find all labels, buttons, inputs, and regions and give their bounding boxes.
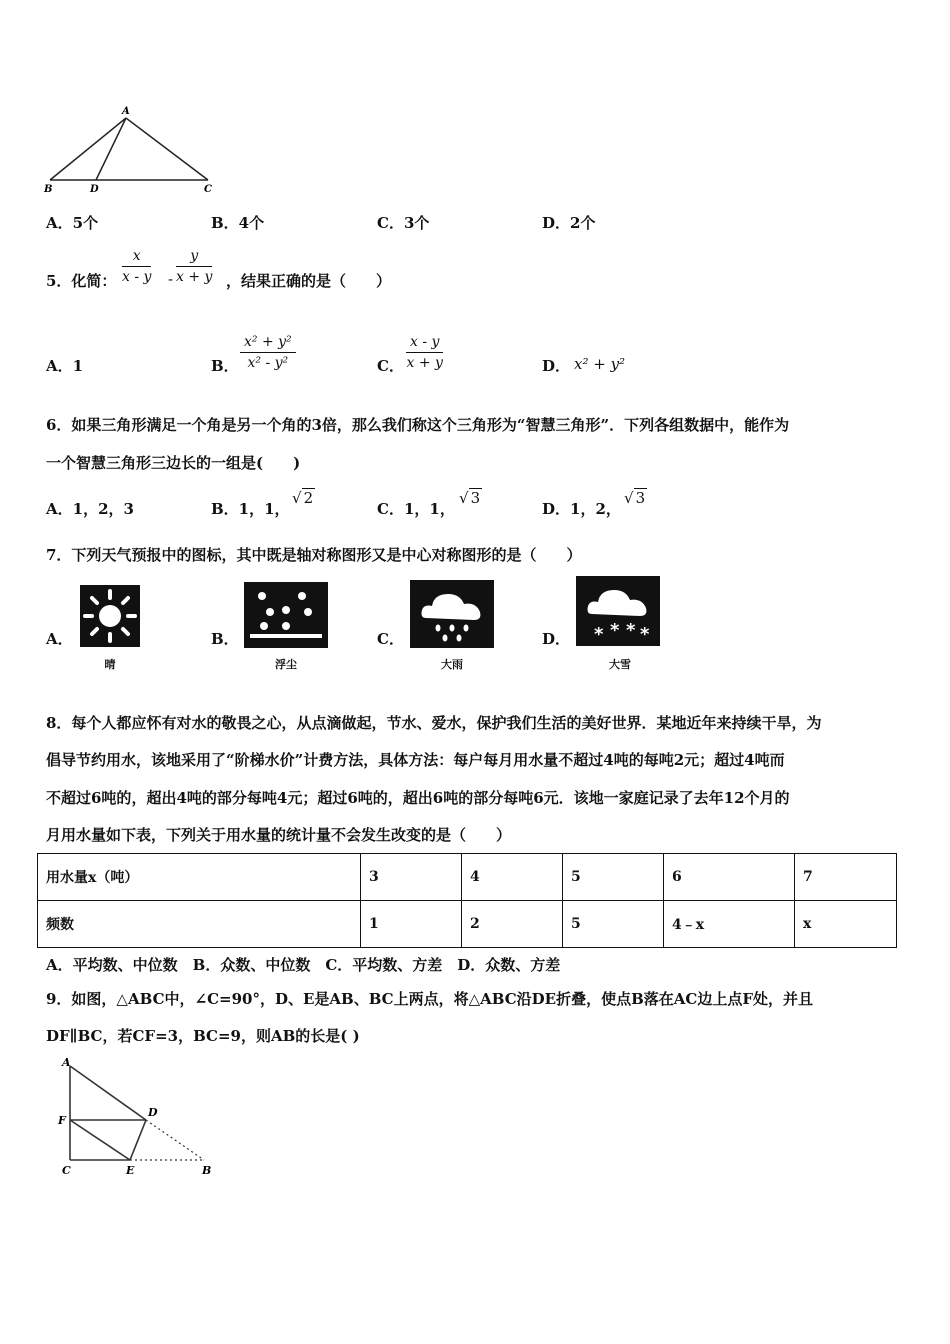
table-cell: 4 [462,854,563,901]
label-c: C [204,184,212,195]
q6-option-b[interactable]: B．1，1， [211,500,290,518]
svg-text:*: * [610,620,620,641]
q7-option-d-label[interactable]: D． [542,630,571,648]
q6-stem-line-1: 6．如果三角形满足一个角是另一个角的3倍，那么我们称这个三角形为“智慧三角形”．下列各组数据中，能作为 [46,416,790,434]
table-cell: 5 [563,854,664,901]
q7-option-a-label[interactable]: A． [46,630,73,648]
q5-option-b-fraction[interactable]: $\frac{\text{x² + y²}}{\text{x² - y²}}$ [240,332,296,373]
q8-options[interactable]: A．平均数、中位数 B．众数、中位数 C．平均数、方差 D．众数、方差 [46,956,561,974]
q6-option-c-sqrt: √ 3 [459,489,481,507]
q5-option-d-label[interactable]: D． [542,357,571,375]
q9-stem-line-1: 9．如图，△ABC中，∠C=90°，D、E是AB、BC上两点，将△ABC沿DE折叠，使点B落在AC边上点F处，并且 [46,990,814,1008]
q8-stem-line-1: 8．每个人都应怀有对水的敬畏之心，从点滴做起，节水、爱水，保护我们生活的美好世界．某地近年来持续干旱，为 [46,714,822,732]
q7-option-b-label[interactable]: B． [211,630,239,648]
sun-icon[interactable] [80,585,140,647]
q9-stem-line-2: DF∥BC，若CF=3，BC=9，则AB的长是( ) [46,1027,360,1045]
heavy-rain-icon[interactable] [410,580,494,648]
q4-option-d[interactable]: D．2个 [542,214,596,232]
table-cell: 1 [361,901,462,948]
q8-stem-line-3: 不超过6吨的，超出4吨的部分每吨4元；超过6吨的，超出6吨的部分每吨6元．该地一家庭记录了去年12个月的 [46,789,790,807]
q5-option-c-fraction[interactable]: $\frac{x - y}{x + y}$ [406,334,443,371]
table-cell: 用水量x（吨） [38,854,361,901]
heavy-snow-caption: 大雪 [609,658,631,671]
svg-text:*: * [626,620,636,641]
q5-option-b-label[interactable]: B． [211,357,239,375]
q5-fraction-1: $\frac{x}{x - y}$ [122,248,152,285]
table-cell: 5 [563,901,664,948]
label-a: A [122,106,130,117]
q5-option-a[interactable]: A．1 [46,357,84,375]
q8-stem-line-2: 倡导节约用水，该地采用了“阶梯水价”计费方法，具体方法：每户每月用水量不超过4吨的每吨2元；超过4吨而 [46,751,785,769]
label-a: A [62,1056,71,1069]
table-cell: 7 [795,854,897,901]
table-cell: 6 [664,854,795,901]
label-c: C [62,1164,71,1177]
q6-option-d-sqrt: √ 3 [624,489,646,507]
label-b: B [44,184,53,195]
q6-option-b-sqrt: √ 2 [292,489,314,507]
table-row [38,854,897,901]
q7-stem: 7．下列天气预报中的图标，其中既是轴对称图形又是中心对称图形的是（ ） [46,546,582,564]
label-d: D [90,184,99,195]
label-b: B [202,1164,212,1177]
table-row [38,901,897,948]
q4-option-a[interactable]: A．5个 [46,214,99,232]
q4-option-b[interactable]: B．4个 [211,214,265,232]
dust-icon[interactable] [244,582,328,648]
q5-fraction-2: $\frac{y}{x + y}$ [176,248,213,285]
table-cell: 3 [361,854,462,901]
table-cell: 2 [462,901,563,948]
table-cell: x [795,901,897,948]
heavy-rain-caption: 大雨 [441,658,463,671]
table-cell: 频数 [38,901,361,948]
dust-caption: 浮尘 [275,658,297,671]
q6-option-c[interactable]: C．1，1， [377,500,455,518]
q5-option-d-expr[interactable]: x² + y² [574,355,626,373]
q5-option-c-label[interactable]: C． [377,357,404,375]
q6-option-a[interactable]: A．1，2，3 [46,500,134,518]
heavy-snow-icon[interactable] [576,576,660,646]
label-f: F [58,1114,66,1127]
q8-stem-line-4: 月用水量如下表，下列关于用水量的统计量不会发生改变的是（ ） [46,826,512,844]
label-d: D [148,1106,158,1119]
svg-text:*: * [594,624,604,645]
q5-minus: - [168,270,174,288]
q6-stem-line-2: 一个智慧三角形三边长的一组是( ) [46,454,301,472]
fold-triangle-figure [52,1054,222,1180]
label-e: E [126,1164,135,1177]
q4-option-c[interactable]: C．3个 [377,214,430,232]
sun-caption: 晴 [104,658,116,671]
triangle-figure [40,104,230,196]
q7-option-c-label[interactable]: C． [377,630,404,648]
q5-stem-suffix: ，结果正确的是（ ） [226,272,392,290]
water-usage-table [37,853,897,948]
q6-option-d[interactable]: D．1，2， [542,500,621,518]
table-cell: 4﹣x [664,901,795,948]
q5-stem-prefix: 5．化简： [46,272,117,290]
svg-text:*: * [640,624,650,645]
